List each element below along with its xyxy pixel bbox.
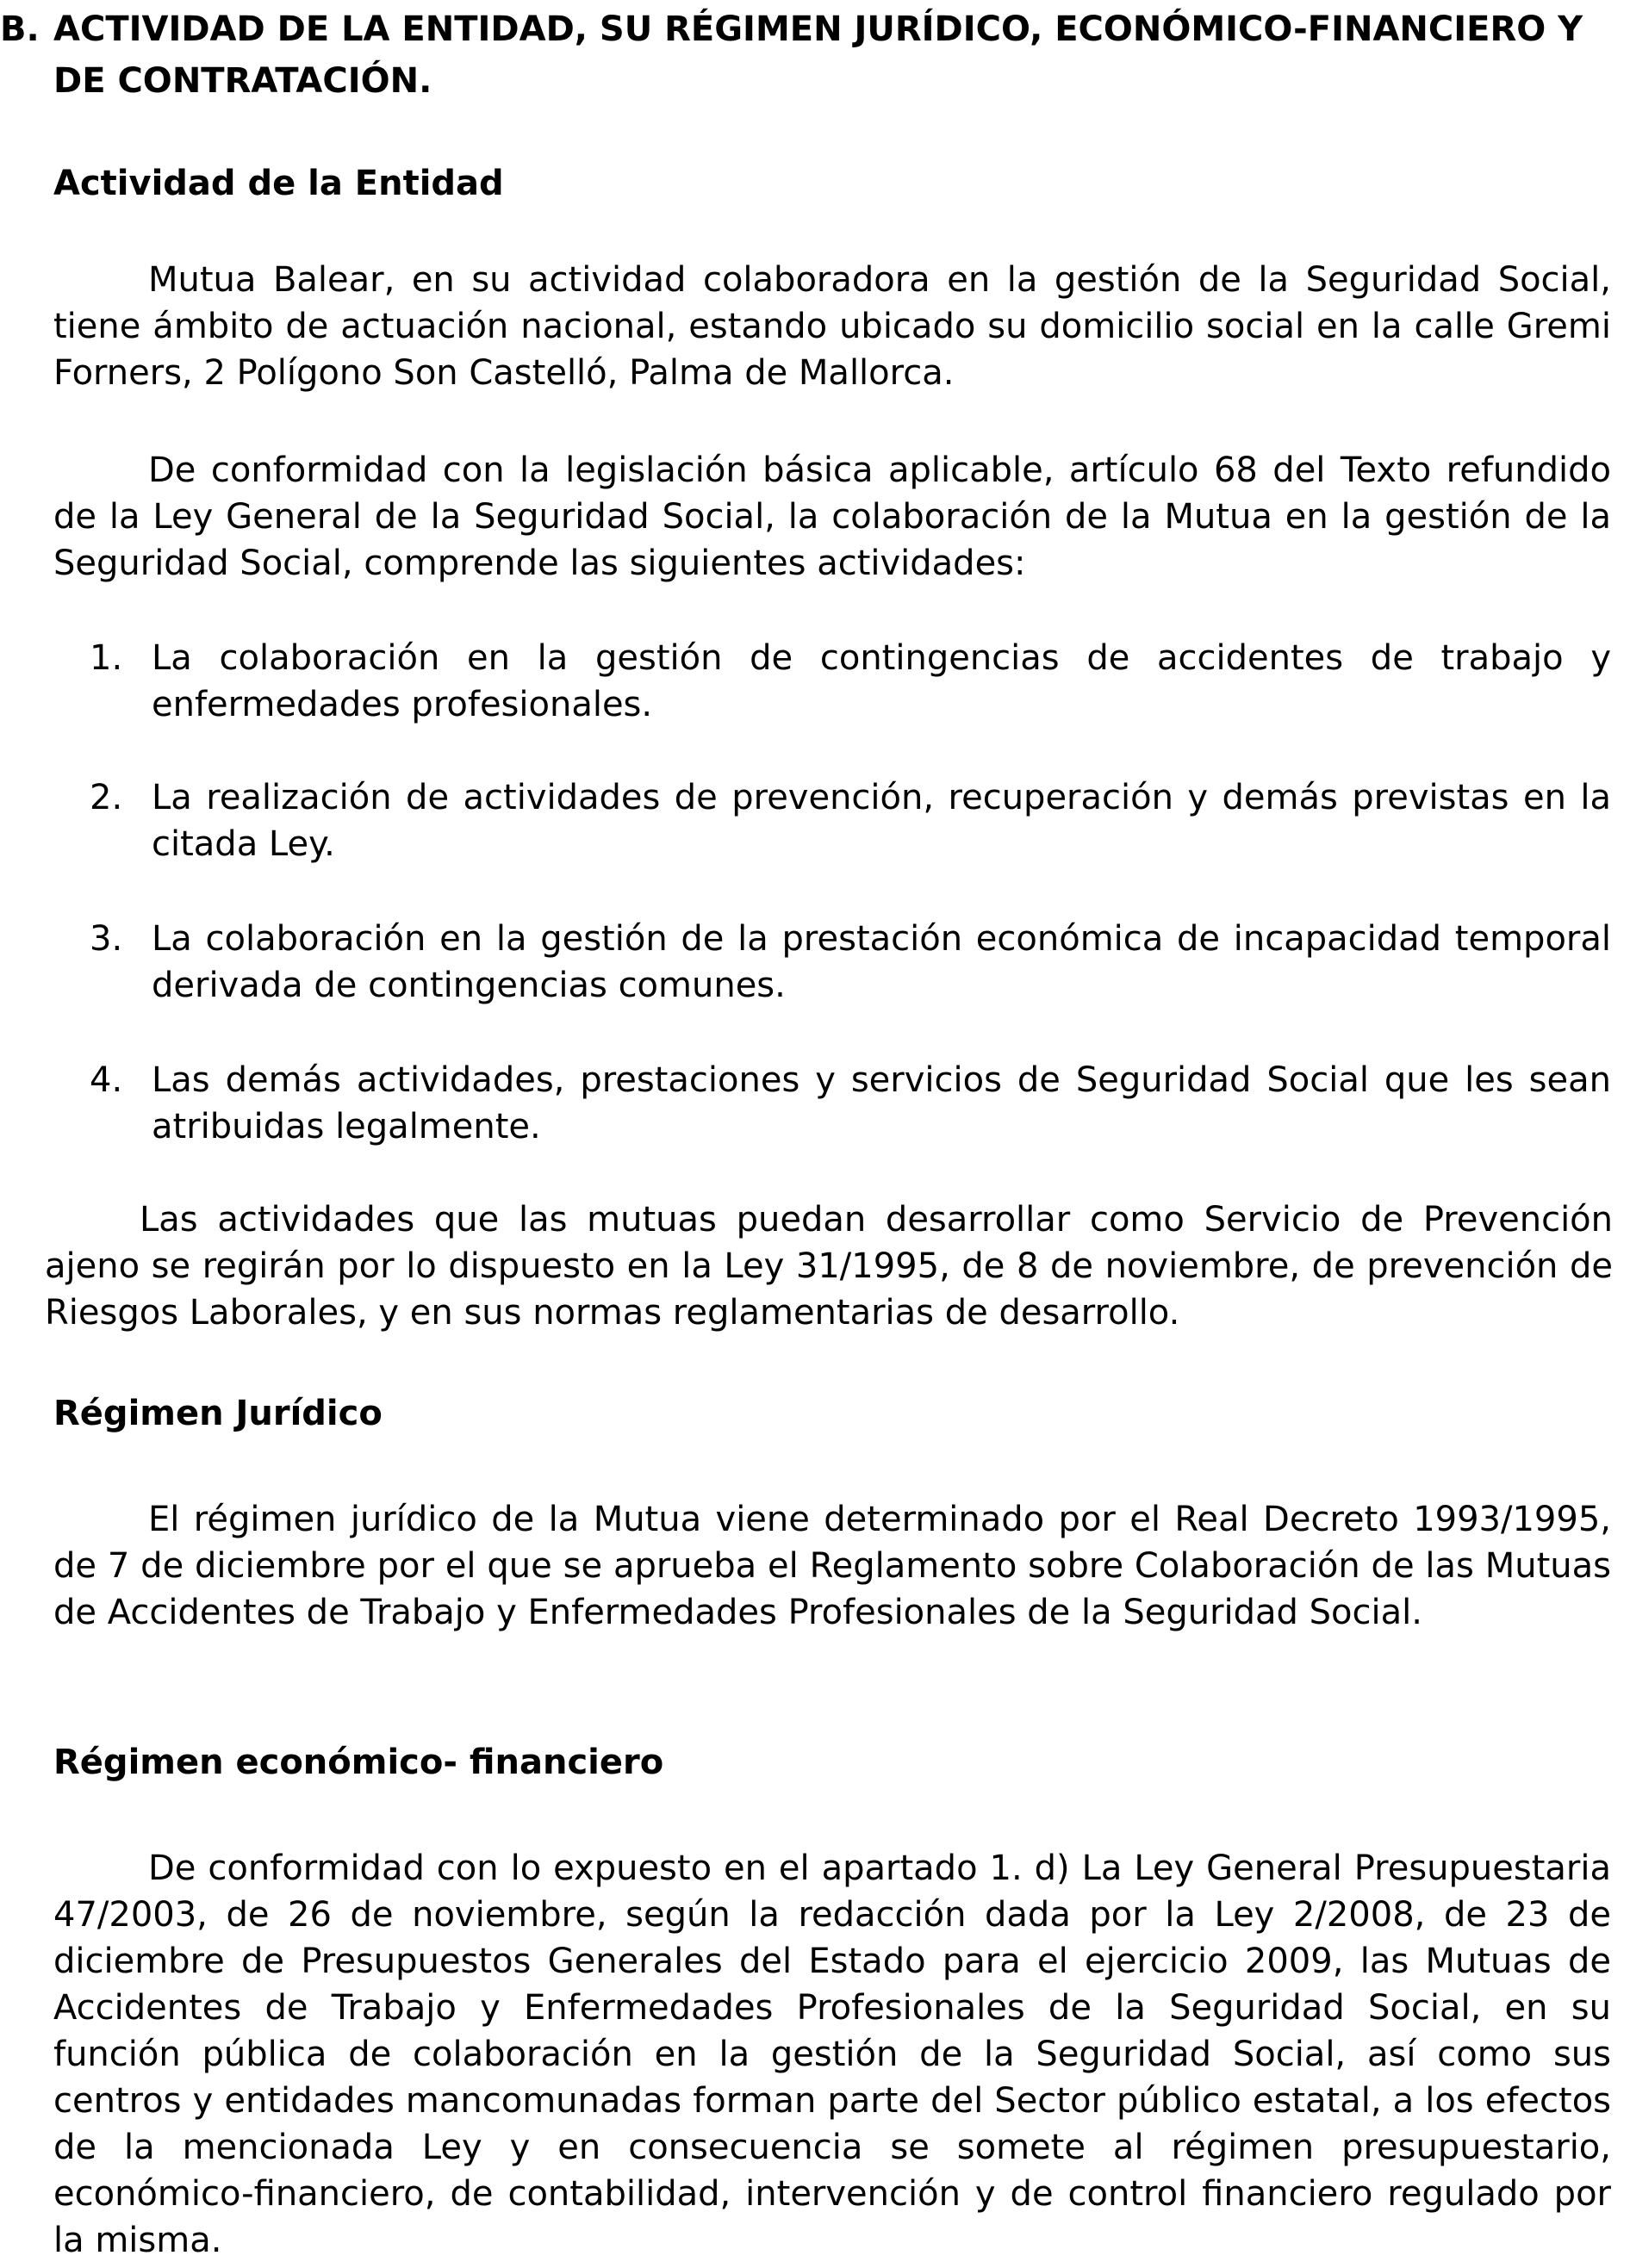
section-title: ACTIVIDAD DE LA ENTIDAD, SU RÉGIMEN JURÍDICO, ECONÓMICO-FINANCIERO Y DE CONTRATACIÓN. bbox=[53, 9, 1583, 101]
paragraph-juridico-1: El régimen jurídico de la Mutua viene determinado por el Real Decreto 1993/1995, de 7 de diciembre por el que se aprueba el Reglamento sobre Colaboración de las Mutuas de Accidentes de Trabajo y Enfermedades Profesionales de la Seguridad Social. bbox=[53, 1500, 1611, 1632]
heading-juridico: Régimen Jurídico bbox=[53, 1394, 383, 1433]
paragraph-actividad-1: Mutua Balear, en su actividad colaboradora en la gestión de la Seguridad Social, tiene ámbito de actuación nacional, estando ubicado su domicilio social en la calle Gremi Forners, 2 Polígono Son Castelló, Palma de Mallorca. bbox=[53, 260, 1611, 393]
heading-actividad: Actividad de la Entidad bbox=[53, 164, 504, 203]
list-item-number: 3. bbox=[90, 919, 123, 959]
list-item-number: 2. bbox=[90, 778, 123, 817]
paragraph-actividad-2: De conformidad con la legislación básica aplicable, artículo 68 del Texto refundido de la Ley General de la Seguridad Social, la colaboración de la Mutua en la gestión de la Seguridad Social, comprende las siguientes actividades: bbox=[53, 450, 1611, 583]
list-item-number: 1. bbox=[90, 638, 123, 678]
paragraph-economico-1: De conformidad con lo expuesto en el apartado 1. d) La Ley General Presupuestaria 47/2003, de 26 de noviembre, según la redacción dada por la Ley 2/2008, de 23 de diciembre de Presupuestos Generales del Estado para el ejercicio 2009, las Mutuas de Accidentes de Trabajo y Enfermedades Profesionales de la Seguridad Social, en su función pública de colaboración en la gestión de la Seguridad Social, así como sus centros y entidades mancomunadas forman parte del Sector público estatal, a los efectos de la mencionada Ley y en consecuencia se somete al régimen presupuestario, económico-financiero, de contabilidad, intervención y de control financiero regulado por la misma. bbox=[53, 1849, 1611, 2260]
section-letter: B. bbox=[0, 9, 40, 49]
heading-economico: Régimen económico- financiero bbox=[53, 1743, 664, 1782]
list-item-text: La realización de actividades de prevención, recuperación y demás previstas en la citada Ley. bbox=[152, 778, 1611, 864]
list-item-text: La colaboración en la gestión de la prestación económica de incapacidad temporal derivada de contingencias comunes. bbox=[152, 919, 1611, 1005]
paragraph-actividad-3: Las actividades que las mutuas puedan desarrollar como Servicio de Prevención ajeno se regirán por lo dispuesto en la Ley 31/1995, de 8 de noviembre, de prevención de Riesgos Laborales, y en sus normas reglamentarias de desarrollo. bbox=[45, 1200, 1613, 1333]
list-item-text: Las demás actividades, prestaciones y servicios de Seguridad Social que les sean atribuidas legalmente. bbox=[152, 1060, 1611, 1146]
list-item-number: 4. bbox=[90, 1060, 123, 1100]
list-item-text: La colaboración en la gestión de contingencias de accidentes de trabajo y enfermedades profesionales. bbox=[152, 638, 1611, 724]
